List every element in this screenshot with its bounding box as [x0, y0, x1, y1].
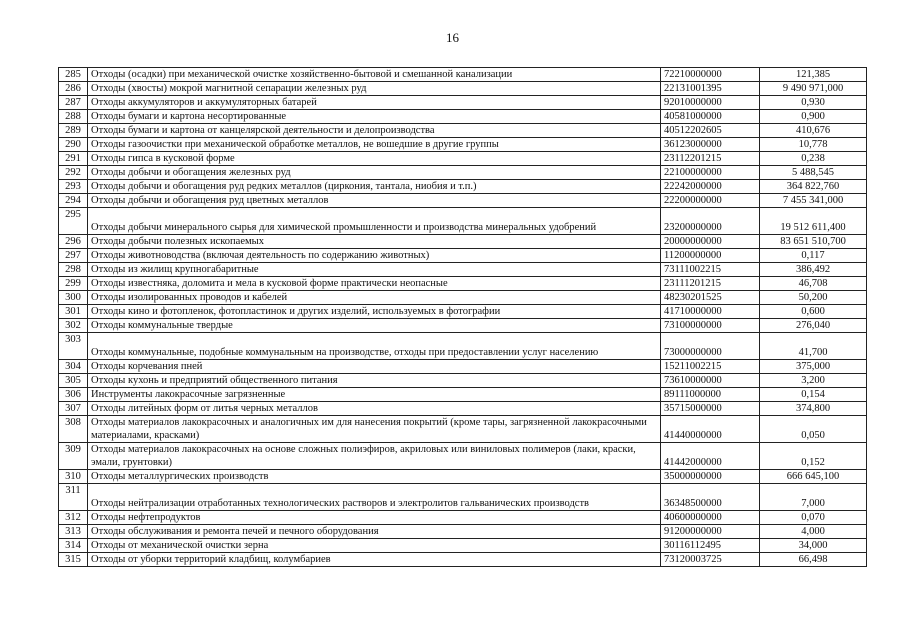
waste-amount: 19 512 611,400 — [760, 208, 867, 235]
waste-code: 22242000000 — [661, 180, 760, 194]
waste-amount: 7,000 — [760, 484, 867, 511]
waste-name: Отходы кухонь и предприятий общественного питания — [88, 374, 661, 388]
table-row — [59, 539, 867, 553]
table-row — [59, 470, 867, 484]
row-number: 306 — [59, 388, 88, 402]
waste-name: Отходы добычи и обогащения руд редких металлов (циркония, тантала, ниобия и т.п.) — [88, 180, 661, 194]
waste-code: 72210000000 — [661, 68, 760, 82]
table-row — [59, 525, 867, 539]
waste-code: 41442000000 — [661, 443, 760, 470]
waste-amount: 375,000 — [760, 360, 867, 374]
table-row — [59, 416, 867, 443]
waste-code: 41440000000 — [661, 416, 760, 443]
table-row — [59, 263, 867, 277]
table-row — [59, 96, 867, 110]
row-number: 291 — [59, 152, 88, 166]
waste-amount: 121,385 — [760, 68, 867, 82]
waste-name: Отходы коммунальные, подобные коммунальным на производстве, отходы при предоставлении услуг населению — [88, 333, 661, 360]
waste-amount: 364 822,760 — [760, 180, 867, 194]
row-number: 311 — [59, 484, 88, 511]
table-row — [59, 443, 867, 470]
waste-code: 73610000000 — [661, 374, 760, 388]
table-row — [59, 277, 867, 291]
table-row — [59, 110, 867, 124]
waste-amount: 374,800 — [760, 402, 867, 416]
table-row — [59, 553, 867, 567]
row-number: 288 — [59, 110, 88, 124]
table-row — [59, 208, 867, 235]
waste-code: 36348500000 — [661, 484, 760, 511]
table-row — [59, 235, 867, 249]
waste-code: 11200000000 — [661, 249, 760, 263]
waste-amount: 83 651 510,700 — [760, 235, 867, 249]
table-row — [59, 305, 867, 319]
waste-name: Отходы добычи и обогащения железных руд — [88, 166, 661, 180]
waste-name: Инструменты лакокрасочные загрязненные — [88, 388, 661, 402]
waste-code: 23112201215 — [661, 152, 760, 166]
waste-code: 23111201215 — [661, 277, 760, 291]
waste-name: Отходы от механической очистки зерна — [88, 539, 661, 553]
row-number: 313 — [59, 525, 88, 539]
table-row — [59, 180, 867, 194]
row-number: 314 — [59, 539, 88, 553]
row-number: 304 — [59, 360, 88, 374]
row-number: 290 — [59, 138, 88, 152]
row-number: 303 — [59, 333, 88, 360]
waste-name: Отходы корчевания пней — [88, 360, 661, 374]
row-number: 294 — [59, 194, 88, 208]
waste-name: Отходы изолированных проводов и кабелей — [88, 291, 661, 305]
waste-name: Отходы (осадки) при механической очистке хозяйственно-бытовой и смешанной канализации — [88, 68, 661, 82]
waste-table-body — [59, 68, 867, 567]
table-row — [59, 484, 867, 511]
row-number: 301 — [59, 305, 88, 319]
waste-amount: 7 455 341,000 — [760, 194, 867, 208]
waste-amount: 9 490 971,000 — [760, 82, 867, 96]
row-number: 287 — [59, 96, 88, 110]
row-number: 315 — [59, 553, 88, 567]
waste-name: Отходы бумаги и картона от канцелярской деятельности и делопроизводства — [88, 124, 661, 138]
waste-amount: 50,200 — [760, 291, 867, 305]
waste-amount: 3,200 — [760, 374, 867, 388]
waste-amount: 0,600 — [760, 305, 867, 319]
waste-code: 89111000000 — [661, 388, 760, 402]
table-row — [59, 291, 867, 305]
table-row — [59, 68, 867, 82]
table-row — [59, 511, 867, 525]
waste-name: Отходы кино и фотопленок, фотопластинок и других изделий, используемых в фотографии — [88, 305, 661, 319]
table-row — [59, 138, 867, 152]
row-number: 308 — [59, 416, 88, 443]
row-number: 297 — [59, 249, 88, 263]
row-number: 300 — [59, 291, 88, 305]
waste-name: Отходы от уборки территорий кладбищ, колумбариев — [88, 553, 661, 567]
waste-name: Отходы гипса в кусковой форме — [88, 152, 661, 166]
row-number: 299 — [59, 277, 88, 291]
waste-name: Отходы бумаги и картона несортированные — [88, 110, 661, 124]
row-number: 295 — [59, 208, 88, 235]
waste-code: 40512202605 — [661, 124, 760, 138]
table-row — [59, 194, 867, 208]
waste-name: Отходы литейных форм от литья черных металлов — [88, 402, 661, 416]
waste-amount: 46,708 — [760, 277, 867, 291]
waste-code: 22100000000 — [661, 166, 760, 180]
waste-code: 20000000000 — [661, 235, 760, 249]
waste-amount: 0,050 — [760, 416, 867, 443]
waste-code: 40581000000 — [661, 110, 760, 124]
row-number: 289 — [59, 124, 88, 138]
waste-amount: 666 645,100 — [760, 470, 867, 484]
waste-table — [58, 67, 867, 567]
waste-code: 35715000000 — [661, 402, 760, 416]
waste-amount: 410,676 — [760, 124, 867, 138]
waste-code: 41710000000 — [661, 305, 760, 319]
waste-amount: 0,238 — [760, 152, 867, 166]
waste-amount: 0,930 — [760, 96, 867, 110]
row-number: 292 — [59, 166, 88, 180]
waste-code: 22200000000 — [661, 194, 760, 208]
row-number: 298 — [59, 263, 88, 277]
waste-amount: 0,152 — [760, 443, 867, 470]
waste-name: Отходы металлургических производств — [88, 470, 661, 484]
waste-code: 40600000000 — [661, 511, 760, 525]
row-number: 293 — [59, 180, 88, 194]
waste-code: 73000000000 — [661, 333, 760, 360]
waste-code: 23200000000 — [661, 208, 760, 235]
row-number: 307 — [59, 402, 88, 416]
table-row — [59, 374, 867, 388]
waste-amount: 276,040 — [760, 319, 867, 333]
waste-name: Отходы добычи минерального сырья для химической промышленности и производства минеральных удобрений — [88, 208, 661, 235]
table-row — [59, 360, 867, 374]
waste-name: Отходы нефтепродуктов — [88, 511, 661, 525]
waste-name: Отходы материалов лакокрасочных и аналогичных им для нанесения покрытий (кроме тары, загрязненной лакокрасочными материалами, красками) — [88, 416, 661, 443]
waste-name: Отходы материалов лакокрасочных на основе сложных полиэфиров, акриловых или виниловых полимеров (лаки, краски, эмали, грунтовки) — [88, 443, 661, 470]
waste-amount: 0,900 — [760, 110, 867, 124]
waste-code: 73111002215 — [661, 263, 760, 277]
waste-code: 36123000000 — [661, 138, 760, 152]
waste-code: 35000000000 — [661, 470, 760, 484]
waste-amount: 0,117 — [760, 249, 867, 263]
table-row — [59, 333, 867, 360]
waste-name: Отходы нейтрализации отработанных технологических растворов и электролитов гальванических производств — [88, 484, 661, 511]
waste-name: Отходы добычи полезных ископаемых — [88, 235, 661, 249]
waste-name: Отходы аккумуляторов и аккумуляторных батарей — [88, 96, 661, 110]
waste-name: Отходы обслуживания и ремонта печей и печного оборудования — [88, 525, 661, 539]
waste-code: 30116112495 — [661, 539, 760, 553]
table-row — [59, 124, 867, 138]
table-row — [59, 249, 867, 263]
row-number: 305 — [59, 374, 88, 388]
row-number: 302 — [59, 319, 88, 333]
table-row — [59, 388, 867, 402]
page-number: 16 — [446, 30, 459, 45]
table-row — [59, 319, 867, 333]
waste-name: Отходы коммунальные твердые — [88, 319, 661, 333]
row-number: 286 — [59, 82, 88, 96]
waste-name: Отходы животноводства (включая деятельность по содержанию животных) — [88, 249, 661, 263]
waste-amount: 5 488,545 — [760, 166, 867, 180]
row-number: 285 — [59, 68, 88, 82]
waste-amount: 0,154 — [760, 388, 867, 402]
waste-amount: 34,000 — [760, 539, 867, 553]
waste-code: 48230201525 — [661, 291, 760, 305]
waste-code: 73100000000 — [661, 319, 760, 333]
waste-name: Отходы известняка, доломита и мела в кусковой форме практически неопасные — [88, 277, 661, 291]
table-row — [59, 152, 867, 166]
waste-amount: 41,700 — [760, 333, 867, 360]
row-number: 312 — [59, 511, 88, 525]
waste-amount: 10,778 — [760, 138, 867, 152]
waste-name: Отходы из жилищ крупногабаритные — [88, 263, 661, 277]
waste-code: 92010000000 — [661, 96, 760, 110]
waste-code: 22131001395 — [661, 82, 760, 96]
waste-amount: 386,492 — [760, 263, 867, 277]
waste-code: 15211002215 — [661, 360, 760, 374]
waste-name: Отходы газоочистки при механической обработке металлов, не вошедшие в другие группы — [88, 138, 661, 152]
waste-amount: 4,000 — [760, 525, 867, 539]
waste-name: Отходы (хвосты) мокрой магнитной сепарации железных руд — [88, 82, 661, 96]
table-row — [59, 82, 867, 96]
waste-name: Отходы добычи и обогащения руд цветных металлов — [88, 194, 661, 208]
table-row — [59, 166, 867, 180]
row-number: 309 — [59, 443, 88, 470]
row-number: 296 — [59, 235, 88, 249]
waste-amount: 0,070 — [760, 511, 867, 525]
table-row — [59, 402, 867, 416]
waste-code: 91200000000 — [661, 525, 760, 539]
waste-code: 73120003725 — [661, 553, 760, 567]
waste-amount: 66,498 — [760, 553, 867, 567]
row-number: 310 — [59, 470, 88, 484]
